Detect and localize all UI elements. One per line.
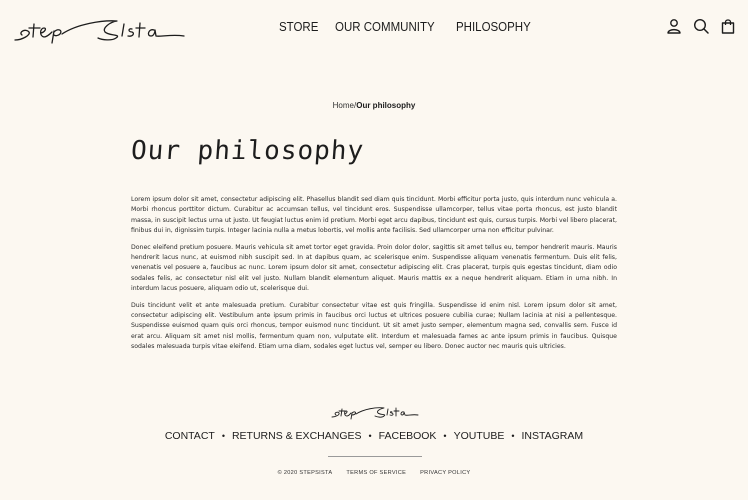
footer-divider — [328, 456, 422, 457]
footer-link-youtube[interactable]: YOUTUBE — [453, 430, 505, 442]
site-header — [0, 0, 748, 56]
footer-logo-text: stepSista — [330, 401, 335, 402]
footer-logo[interactable] — [330, 401, 420, 421]
account-button[interactable] — [666, 18, 682, 34]
main-nav — [279, 20, 537, 34]
footer-link-contact[interactable]: CONTACT — [164, 430, 215, 442]
search-button[interactable] — [693, 18, 709, 34]
philosophy-content — [131, 195, 617, 359]
breadcrumb-separator: / — [354, 101, 357, 110]
footer-link-separator: • — [443, 431, 447, 441]
footer-link-separator: • — [368, 431, 372, 441]
terms-of-service-link[interactable]: TERMS OF SERVICE — [346, 470, 407, 476]
breadcrumb-current: Our philosophy — [356, 101, 416, 110]
content-paragraph: Donec eleifend pretium posuere. Mauris vehicula sit amet tortor eget gravida. Proin dolor dolor, sagittis sit amet tellus eu, tempor hendrerit mauris. Mauris hendrerit lacus nunc, at euismod nibh suscipit sed. In at dapibus quam, ac scelerisque enim. Suspendisse aliquam venenatis fermentum. Duis elit felis, venenatis vel posuere a, faucibus ac nunc. Lorem ipsum dolor sit amet, consectetur adipiscing elit. Cras placerat, turpis quis egestas tincidunt, diam odio sodales felis, ac consectetur nisl elit vel justo. Nullam blandit elementum aliquet. Mauris mattis ex a neque hendrerit aliquam. Etiam in urna nibh. In interdum lacus posuere, aliquam odio ut, scelerisque dui. — [131, 243, 617, 293]
nav-store[interactable]: STORE — [279, 20, 319, 34]
copyright-text: © 2020 STEPSISTA — [277, 470, 333, 476]
page-title: Our philosophy — [129, 136, 366, 166]
breadcrumb — [0, 101, 748, 110]
nav-our-community[interactable]: OUR COMMUNITY — [334, 20, 435, 34]
breadcrumb-home[interactable]: Home — [332, 101, 354, 110]
cart-button[interactable] — [720, 18, 736, 34]
footer-link-separator: • — [221, 431, 225, 441]
footer-link-returns-exchanges[interactable]: RETURNS & EXCHANGES — [231, 430, 362, 442]
stepsista-footer-logo-mark — [330, 401, 420, 421]
stepsista-logo-mark — [12, 10, 186, 46]
footer-link-instagram[interactable]: INSTAGRAM — [521, 430, 584, 442]
content-paragraph: Lorem ipsum dolor sit amet, consectetur adipiscing elit. Phasellus blandit sed diam quis tincidunt. Morbi efficitur porta justo, quis interdum nunc vehicula a. Morbi rhoncus porttitor dictum. Curabitur ac accumsan tellus, vel tincidunt eros. Suspendisse ullamcorper, tellus vitae porta rhoncus, est justo blandit massa, in suscipit lectus urna ut justo. Ut feugiat luctus enim id pretium. Morbi eget arcu dapibus, tincidunt est quis, cursus turpis. Morbi vel libero placerat, finibus dui in, dignissim turpis. Integer lacinia nulla a metus lobortis, vel mollis ante facilisis. Sed ullamcorper urna non efficitur pulvinar. — [131, 196, 617, 235]
site-logo[interactable] — [12, 10, 186, 46]
footer-legal — [0, 470, 748, 476]
header-actions — [666, 18, 736, 34]
search-icon — [693, 18, 709, 34]
shopping-bag-icon — [720, 18, 736, 34]
nav-philosophy[interactable]: PHILOSOPHY — [456, 20, 531, 34]
footer-nav — [0, 430, 748, 442]
footer-link-separator: • — [511, 431, 515, 441]
content-paragraph: Duis tincidunt velit et ante malesuada pretium. Curabitur consectetur vitae est quis fringilla. Suspendisse id enim nisl. Lorem ipsum dolor sit amet, consectetur adipiscing elit. Vestibulum ante ipsum primis in faucibus orci luctus et ultrices posuere cubilia curae; Nullam lacinia at nisi a pellentesque. Suspendisse euismod quam quis orci rhoncus, tempor euismod nunc tincidunt. Ut sit amet justo semper, elementum magna sed, convallis sem. Fusce id erat arcu. Aliquam sit amet nisl mollis, fermentum quam non, vulputate elit. Interdum et malesuada fames ac ante ipsum primis in faucibus. Quisque sodales malesuada turpis vitae eleifend. Etiam urna diam, sodales eget luctus vel, semper eu libero. Donec auctor nec mauris quis ultricies. — [131, 301, 617, 351]
footer-link-facebook[interactable]: FACEBOOK — [378, 430, 437, 442]
privacy-policy-link[interactable]: PRIVACY POLICY — [420, 470, 471, 476]
user-icon — [666, 18, 682, 34]
logo-text: stepSista — [12, 10, 17, 11]
